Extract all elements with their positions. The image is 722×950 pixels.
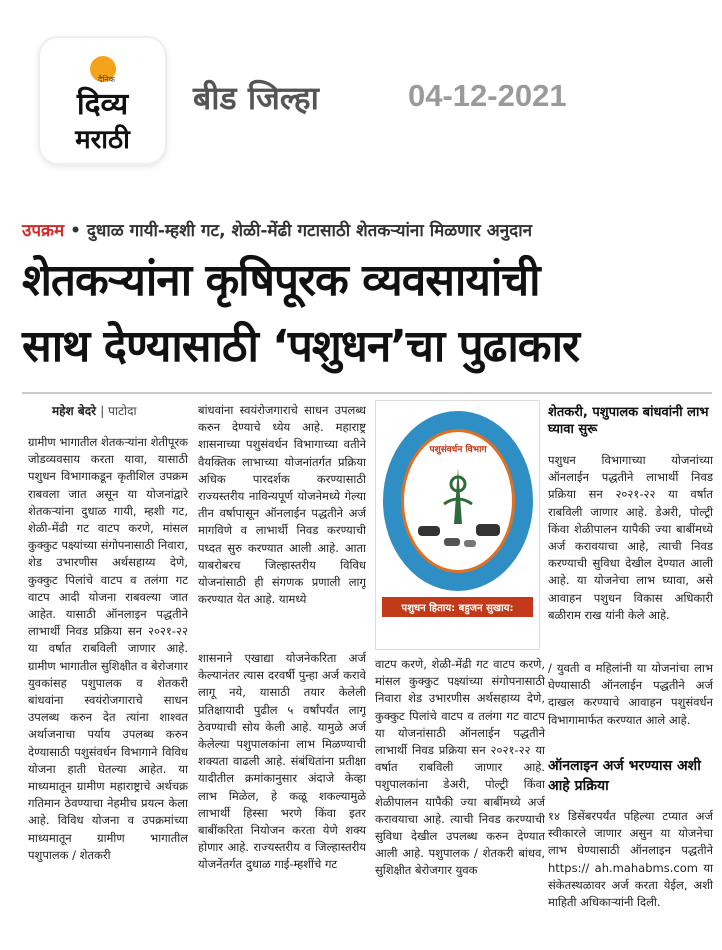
headline-line-2: साथ देण्यासाठी ‘पशुधन’चा पुढाकार (22, 321, 579, 372)
edition-date: 04-12-2021 (408, 78, 567, 113)
animal-husbandry-seal-image (375, 400, 540, 650)
masthead (0, 0, 722, 200)
seal-inner-circle (401, 429, 515, 573)
divya-marathi-logo (40, 38, 165, 163)
byline (52, 402, 137, 419)
article-headline (22, 248, 712, 380)
logo-word-divya: दिव्य (76, 87, 129, 122)
sidebar-body: पशुधन विभागाच्या योजनांच्या ऑनलाईन पद्धतीने लाभार्थी निवड प्रक्रिया सन २०२१-२२ या वर्षात राबविली जाणार आहे. डेअरी, पोल्ट्री किंवा शेळीपालन यापैकी ज्या बाबींमध्ये अर्ज करावयाचा आहे, त्याची निवड करण्याची सुविधा देखील देण्यात आली आहे. या योजनेचा लाभ घ्यावा, असे आवाहन पशुधन विकास अधिकारी बळीराम राख यांनी केले आहे. (548, 453, 713, 622)
headline-divider (22, 392, 712, 394)
seal-motto: पशुधन हिताय: बहुजन सुखाय: (382, 597, 533, 617)
kicker-tag: उपक्रम (22, 221, 65, 241)
seal-ring-text: पशुसंवर्धन विभाग (429, 445, 487, 455)
sidebar-heading: शेतकरी, पशुपालक बांधवांनी लाभ घ्यावा सुरू (548, 405, 709, 437)
article-column-2: बांधवांना स्वयंरोजगाराचे साधन उपलब्ध करुन देण्याचे ध्येय आहे. महाराष्ट्र शासनाच्या पशुसंवर्धन विभागाच्या वतीने वैयक्तिक लाभाच्या योजनांतर्गत प्रक्रिया अधिक पारदर्शक करण्यासाठी राज्यस्तरीय नाविन्यपूर्ण योजनेमध्ये गेल्या तीन वर्षापासून ऑनलाईन पद्धतीने अर्ज मागविणे व लाभार्थी निवड करण्याची पध्दत सुरु करण्यात आली आहे. आता याबरोबरच जिल्हास्तरीय विविध योजनांसाठी ही संगणक प्रणाली लागू करण्यात येत आहे. यामध्ये (198, 403, 366, 607)
logo-word-marathi: मराठी (75, 125, 130, 155)
kicker-text: • दुधाळ गायी-म्हशी गट, शेळी-मेंढी गटासाठी शेतकऱ्यांना मिळणार अनुदान (70, 221, 533, 241)
article-kicker (22, 218, 532, 241)
article-column-1: ग्रामीण भागातील शेतकऱ्यांना शेतीपूरक जोडव्यवसाय करता यावा, यासाठी पशुधन विभागाकडून कृतीशिल उपक्रम राबवला जात असून या योजनांद्वारे शेतकऱ्यांना दुधाळ गायी, म्हशी गट, शेळी-मेंढी गट वाटप करणे, मांसल कुक्कुट पक्ष्यांच्या संगोपनासाठी निवारा, शेड उभारणीस अर्थसहाय्य देणे, कुक्कुट पिलांचे वाटप व तलंगा गट वाटप आदी योजना राबवल्या जात आहेत. यासाठी ऑनलाइन पद्धतीने लाभार्थी निवड प्रक्रिया सन २०२१-२२ या वर्षात राबविली जाणार आहे. ग्रामीण भागातील सुशिक्षीत व बेरोजगार युवकांसह पशुपालक व शेतकरी बांधवांना स्वयंरोजगाराचे साधन उपलब्ध करुन देत त्यांना शाश्वत अर्थाजनाचा पर्याय उपलब्ध करुन देण्यासाठी पशुसंवर्धन विभागाने विविध योजना हाती घेतल्या आहेत. या माध्यमातून ग्रामीण महाराष्ट्राचे अर्थचक्र गतिमान ठेवण्याचा नेहमीच प्रयत्न केला आहे. विविध योजना व उपक्रमांच्या माध्यमातून ग्रामीण भागातील पशुपालक / शेतकरी (28, 435, 188, 862)
logo-small-text: दैनिक (98, 75, 115, 84)
livestock-emblem-icon (404, 454, 512, 574)
district-title: बीड जिल्हा (193, 79, 319, 117)
article-column-3: वाटप करणे, शेळी-मेंढी गट वाटप करणे, मांसल कुक्कुट पक्ष्यांच्या संगोपनासाठी निवारा शेड उभारणीस अर्थसहाय्य देणे, कुक्कुट पिलांचे वाटप व तलंगा गट वाटप या योजनांसाठी ऑनलाईन पद्धतीने लाभार्थी निवड प्रक्रिया सन २०२१-२२ या वर्षात राबविली जाणार आहे. पशुपालकांना डेअरी, पोल्ट्री किंवा शेळीपालन यापैकी ज्या बाबींमध्ये अर्ज करावयाचा आहे. त्याची निवड करण्याची सुविधा देखील उपलब्ध करुन देण्यात आली आहे. पशुपालक / शेतकरी बांधव, सुशिक्षीत बेरोजगार युवक (375, 657, 545, 878)
headline-line-1: शेतकऱ्यांना कृषिपूरक व्यवसायांची (22, 255, 540, 306)
byline-place: | पाटोदा (100, 404, 137, 418)
process-subheading: ऑनलाइन अर्ज भरण्यास अशी आहे प्रक्रिया (548, 758, 701, 794)
article-column-2-continued: शासनाने एखाद्या योजनेकरिता अर्ज केल्यानंतर त्यास दरवर्षी पुन्हा अर्ज करावे लागू नये, यासाठी तयार केलेली प्रतिक्षायादी पुढील ५ वर्षांपर्यंत लागू ठेवण्याची सोय केली आहे. यामुळे अर्ज केलेल्या पशुपालकांना लाभ मिळण्याची शक्यता वाढली आहे. संबंधितांना प्रतीक्षा यादीतील क्रमांकानुसार अंदाजे केव्हा लाभ मिळेल, हे कळू शकल्यामुळे लाभार्थी हिस्सा भरणे किंवा इतर बाबींकरिता नियोजन करता येणे शक्य होणार आहे. राज्यस्तरीय व जिल्हास्तरीय योजनेंतर्गत दुधाळ गाई-म्हशींचे गट (198, 651, 366, 872)
article-column-4: / युवती व महिलांनी या योजनांचा लाभ घेण्यासाठी ऑनलाईन पद्धतीने अर्ज दाखल करण्याचे आवाहन पशुसंवर्धन विभागामार्फत करण्यात आले आहे. (548, 661, 713, 727)
seal-outer-ring (383, 411, 533, 591)
process-body: १४ डिसेंबरपर्यंत पहिल्या टप्यात अर्ज स्वीकारले जाणार असुन या योजनेचा लाभ घेण्यासाठी ऑनलाइन पद्धतीने https:// ah.mahabms.com या संकेतस्थळावर अर्ज करता येईल, अशी माहिती अधिकाऱ्यांनी दिली. (548, 809, 713, 910)
byline-name: महेश बेदरे (52, 404, 97, 418)
